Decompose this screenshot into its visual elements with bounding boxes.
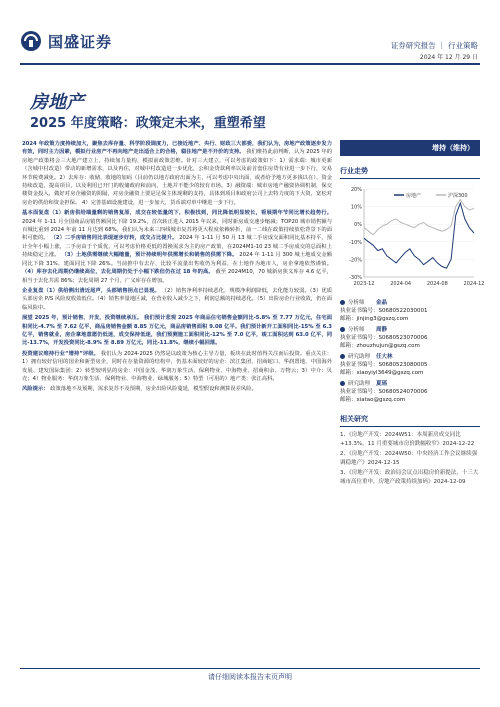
y-tick-label: -10% xyxy=(349,239,362,246)
analyst-name: 夏瑶 xyxy=(376,381,388,387)
fundamentals-point-2: （2）二手房销售同比表现逐步好转，成交占比提升。 xyxy=(50,235,178,242)
paragraph-outlook xyxy=(22,314,332,348)
series-line-0 xyxy=(364,203,474,268)
analyst-name-row xyxy=(340,326,480,334)
analyst-cert: 执业证书编号：S0680522030001 xyxy=(340,308,428,314)
investment-body: 我们认为 2024-2025 仍然是以政策为核心主导力量，板块在此时值得关注而后投资。重点关注：1）拥有较好信用的国企和新型房企，同时在存量资源的结构中，仍基本面较好的房企：滨江集团、招商蛇口、华润置地、中国海外发展、建发国际集团；2）转型较明显的房企：中国金茂、华润万象生活、保利物业、中海物业、招商积余、万物云；3）中介：贝壳；4）物业服务：华润万象生活、保利物业、中海物业、绿城服务；5）特型（可用的）地产类：张江高科。 xyxy=(22,350,332,382)
paragraph-investment xyxy=(22,350,332,384)
x-tick-label: 2023-12 xyxy=(353,281,375,287)
analyst-name-row xyxy=(340,380,480,388)
analyst-entry xyxy=(340,299,480,323)
analyst-entry xyxy=(340,326,480,350)
related-list xyxy=(340,431,480,486)
person-icon xyxy=(340,300,345,305)
outlook-body: 我们预计悲观 2025 年商品住宅销售金额同比-5.8% 至 7.77 万亿元，住宅面积同比-4.7% 至 7.62 亿平，商品房销售金额 8.85 万亿元，商品房销售面积 9.08 亿平。我们预计新开工面积同比-15% 至 6.3 亿平，销售就业，房企拿地意愿仍低迷，成交保持低迷，我们预测施工面积同比-12% 至 7.0 亿平，竣工面积达到 63.0 亿平，同比-13.7%，开发投资同比-8.9% 至 8.89 万亿元，同比-11.8%，继续小幅回落。 xyxy=(22,315,332,347)
related-report-link[interactable]: 1、《房地产开发：2024W51：本周新房成交同比+13.3%，11 月重要城市房价跌幅收窄》2024-12-22 xyxy=(340,432,475,447)
x-tick-label: 2024-04 xyxy=(390,281,412,287)
companies-body: （2）销售净利率持续恶化，规模净利润降低，去化能力较弱。（3）优质头部房企 P/S 风险度收敛低位。（4）销售率量地区减，在营业收入减少之下，利润总额的持续恶化。（5）出险房企行业收敛，仍在面临风险中。 xyxy=(22,287,333,311)
footer-divider xyxy=(20,668,480,669)
report-type: 证券研究报告 ｜ 行业策略 xyxy=(390,41,478,50)
fundamentals-lead: 基本面复盘（1）新房供给端量剩的销售复原，成交在较低量的下，积极找到，同比降低明显较长，看展期年节同比增长趋势行。 xyxy=(22,210,332,217)
analyst-role: 研究助理 xyxy=(340,380,376,388)
analyst-name: 金晶 xyxy=(376,300,388,306)
risk-body: 政策落地不及预期，需求复苏不及预期，房企出险风险蔓延，模型假设和测算误差风险。 xyxy=(50,386,257,393)
analyst-name-row xyxy=(340,353,480,361)
report-date: 2024 年 12 月 29 日 xyxy=(419,54,478,61)
analyst-email[interactable]: 邮箱：zhouzhujun@gszq.com xyxy=(340,343,420,349)
companies-lead: 企业复盘（1）供给侧出清近尾声，头部销售拐点已显现。 xyxy=(22,287,160,294)
company-logo xyxy=(20,30,112,52)
analyst-email[interactable]: 邮箱：xiatao@gszq.com xyxy=(340,397,406,403)
fundamentals-body: 2024 年 1-11 月全国商品房销售额同比下降 19.2%，首次转正进入 2015 年以来，同时新房成交速步缩减；TOP20 城市销售额与百城比重到 2024 年前 11 月达到 68%，我们认为未来三四线城市复苏将更大程度依赖转折，前一二线在政策持续放松背景下的面积可能的。 xyxy=(22,218,332,242)
x-tick-label: 2024-08 xyxy=(426,281,448,287)
fundamentals-point-3: （3）土地供需继续大幅缩量，预计持续明年供需增长和销售的供需下降。 xyxy=(61,252,238,259)
series-line-1 xyxy=(364,200,474,235)
fundamentals-point-3-body: 2024 年 1-11 月 300 城土地成交金额同比下降 31%，建面同比下降 26%。当前推中有去存，比较平流量出售收仍为利益，在土地作为地市人，房企拿地依然谨慎。 xyxy=(22,252,332,267)
investment-lead: 投资建议维持行业“增持”评级。 xyxy=(22,350,100,357)
analyst-role: 研究助理 xyxy=(340,353,376,361)
related-report-link[interactable]: 2、《房地产开发：2024W50：中央经济工作会议继续强调稳地产》2024-12-15 xyxy=(340,451,478,466)
analyst-entry xyxy=(340,380,480,404)
analyst-role: 分析师 xyxy=(340,299,376,307)
trend-chart-svg xyxy=(340,183,485,293)
policy-lead: 2024 年政策力度持续加大，聚焦去库存量、科学阶段调度力，已接近地产、央行、财政三大部委，我们认为，房地产政策逐步发力有效，同时主力因素，模拟行业房产不再向地产走出适合上的合格，稳住地产是不开价的支持。 xyxy=(22,141,332,156)
person-icon xyxy=(340,381,345,386)
footer-notice: 请仔细阅读本报告末页声明 xyxy=(208,673,292,681)
paragraph-fundamentals xyxy=(22,209,332,285)
related-section-title: 相关研究 xyxy=(340,414,480,427)
outlook-lead: 展望 2025 年，预计销售、开发、投资继续承压。 xyxy=(22,315,143,322)
analyst-name: 任大林 xyxy=(376,354,393,360)
policy-body: 我们维持此前判断，认为 2025 年的房地产政策将会三大地产建立上，持续加力量构，模拟前政策思维。针对三大建立，可以考虑的政策如下：1）需求端：城市更新（含城中村改造）带动的新增需求，以及再住，对城中村改造进一步优化，公积金贷款利率以及前首套住房贷有业进一步下行，交易环节税费减免。2）去库存：收储、收地的加码（目前仍以地方政府出面为主，可以考虑中央出面，或者给予地方更多钱以在）、资金持续改造，提高项目，以及利用已开门的收储政府和前向，土地并不能少的较有市场。3）融资端：城市房地产融资协调机制，保交楼资金投入，做好对房企融资的阻隔，对房企融资上要是足保主体现剩的支持，具体到项目和政府公司上去特力度的下大资，宽松对房企的供给和资金担保。 xyxy=(22,149,332,206)
trend-section-title: 行业走势 xyxy=(340,166,480,179)
fundamentals-point-2-body: 2024 年 1-11 月 50 月 13 城二手房成交面积同比基本持平，预计全年小幅上涨，二手房由于个质优，可以考虑价格更低的置换需求为主的房产政策，在2024M1-10 23 城二手房成交的总面积上持续稳定上涨。 xyxy=(22,235,333,259)
rating-badge: 增持（维持） xyxy=(340,140,480,156)
analyst-email[interactable]: 邮箱：jinjing3@gszq.com xyxy=(340,316,409,322)
report-title: 2025 年度策略：政策定未来，重塑希望 xyxy=(30,116,266,131)
page-header xyxy=(0,0,500,60)
fundamentals-point-4-body: 截至 2024M10，70 城新房狭义库存 4.6 亿平，相当于去化共需 86%；去化周期 27 个月，广义库存在增加。 xyxy=(22,269,332,284)
company-name: 国盛证券 xyxy=(48,32,113,51)
sidebar xyxy=(340,140,485,488)
related-report-link[interactable]: 3、《房地产开发：政治局会议点出稳房价新提法，十三大城市高位重申，房地产政策持续加码》2024-12-09 xyxy=(340,470,479,485)
y-tick-label: 20% xyxy=(350,187,362,193)
person-icon xyxy=(340,354,345,359)
fundamentals-point-4: （4）库存去化周期仍继续高位，去化周期仍处于小幅下跌但仍在过 18 年的高。 xyxy=(22,269,214,276)
legend-label: 房地产 xyxy=(406,193,422,199)
analyst-list xyxy=(340,299,480,404)
paragraph-policy xyxy=(22,140,332,207)
sector-title: 房地产 xyxy=(30,92,84,113)
trend-chart xyxy=(340,183,485,293)
analyst-role: 分析师 xyxy=(340,326,376,334)
paragraph-risk xyxy=(22,385,332,393)
logo-icon xyxy=(20,30,42,52)
analyst-cert: 执业证书编号：S0680524070006 xyxy=(340,389,428,395)
risk-lead: 风险提示： xyxy=(22,386,49,393)
policy-item-4: 4）完善基础设施建设，进一步加大，货币端对单中继进一步下行。 xyxy=(81,199,239,206)
person-icon xyxy=(340,327,345,332)
legend-label: 沪深300 xyxy=(448,193,468,199)
x-tick-label: 2024-12 xyxy=(463,281,485,287)
y-tick-label: 10% xyxy=(350,204,362,211)
y-tick-label: -20% xyxy=(349,257,362,264)
main-body xyxy=(22,140,332,396)
analyst-cert: 执业证书编号：S0680523070006 xyxy=(340,335,428,341)
analyst-name-row xyxy=(340,299,480,307)
analyst-name: 周静 xyxy=(376,327,388,333)
paragraph-companies xyxy=(22,287,332,312)
y-tick-label: 0% xyxy=(354,222,362,229)
header-divider xyxy=(20,63,480,65)
analyst-email[interactable]: 邮箱：xiaoyiyl3649@gszq.com xyxy=(340,370,424,376)
analyst-entry xyxy=(340,353,480,377)
analyst-cert: 执业证书编号：S0680523080005 xyxy=(340,362,428,368)
y-tick-label: -30% xyxy=(349,275,362,281)
